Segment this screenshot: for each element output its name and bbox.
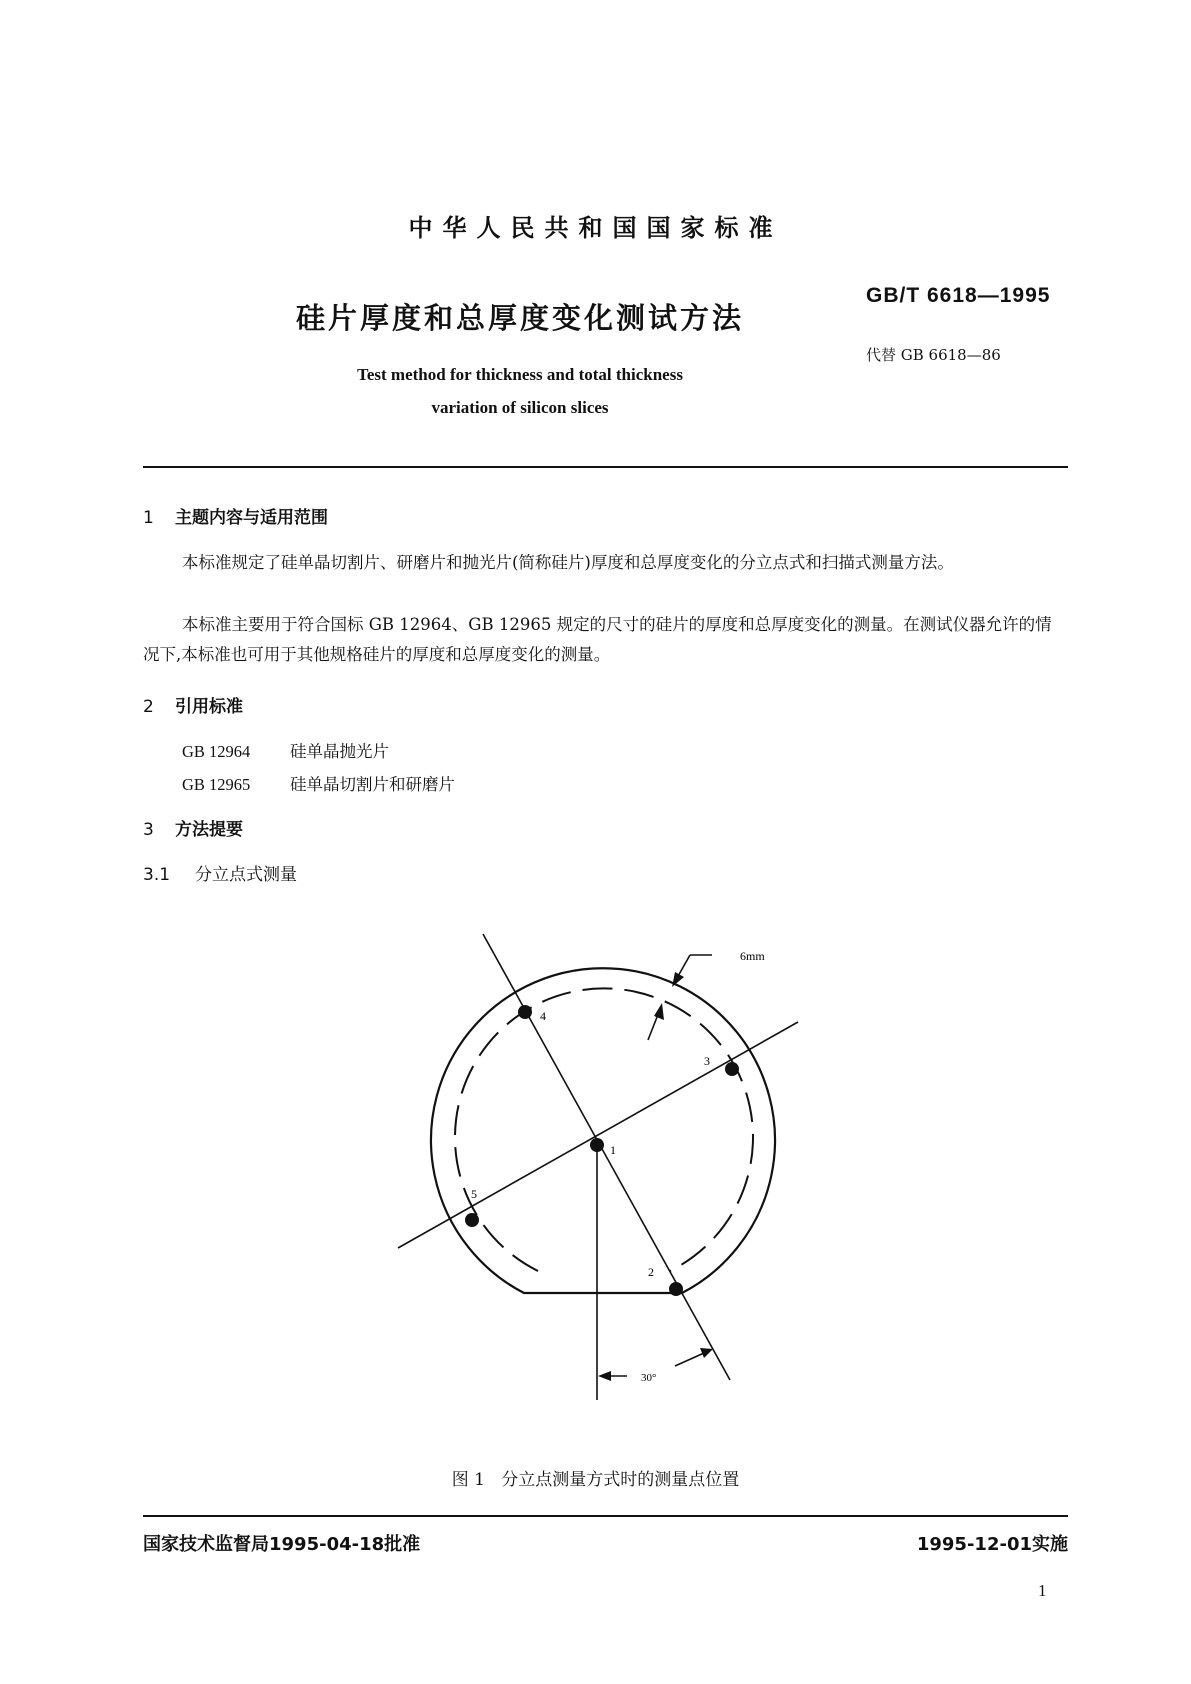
point-label-1: 1 xyxy=(610,1143,616,1157)
subsection-3-1-heading xyxy=(143,860,297,885)
section-2-title: 引用标准 xyxy=(175,697,243,717)
measurement-point-4 xyxy=(518,1005,532,1019)
section-3-number: 3 xyxy=(143,820,154,840)
section-2-number: 2 xyxy=(143,697,154,717)
title-chinese: 硅片厚度和总厚度变化测试方法 xyxy=(295,301,744,335)
standard-number: GB/T 6618—1995 xyxy=(866,284,1051,307)
point-label-4: 4 xyxy=(540,1009,546,1023)
implementation-date: 1995-12-01实施 xyxy=(916,1534,1068,1555)
measurement-point-3 xyxy=(725,1062,739,1076)
approval-date: 国家技术监督局1995-04-18批准 xyxy=(143,1534,421,1555)
section-1-paragraph-2: 本标准主要用于符合国标 GB 12964、GB 12965 规定的尺寸的硅片的厚度和总厚度变化的测量。在测试仪器允许的情况下,本标准也可用于其他规格硅片的厚度和总厚度变化的测量。 xyxy=(143,615,1052,664)
section-2-heading xyxy=(143,692,243,717)
reference-code: GB 12964 xyxy=(182,742,251,761)
subsection-3-1-title: 分立点式测量 xyxy=(195,865,297,885)
point-label-2: 2 xyxy=(648,1265,654,1279)
dimension-label: 6mm xyxy=(740,949,765,963)
national-standard-heading: 中华人民共和国国家标准 xyxy=(408,214,783,242)
header-divider xyxy=(143,466,1068,468)
diameter-line-b xyxy=(398,1022,798,1248)
subsection-3-1-number: 3.1 xyxy=(143,865,171,885)
section-1-paragraph-1: 本标准规定了硅单晶切割片、研磨片和抛光片(简称硅片)厚度和总厚度变化的分立点式和扫描式测量方法。 xyxy=(182,553,954,572)
angle-arrow-icon xyxy=(700,1348,713,1358)
measurement-points-figure xyxy=(380,920,820,1410)
reference-code: GB 12965 xyxy=(182,775,251,794)
reference-name: 硅单晶抛光片 xyxy=(290,742,389,761)
reference-item xyxy=(182,738,389,762)
section-3-heading xyxy=(143,815,243,840)
measurement-point-5 xyxy=(465,1213,479,1227)
page-number: 1 xyxy=(1038,1581,1047,1600)
section-1-heading xyxy=(143,503,328,528)
measurement-point-1 xyxy=(590,1138,604,1152)
diameter-line-a xyxy=(483,934,730,1380)
wafer-outline xyxy=(431,968,775,1293)
edge-exclusion-boundary xyxy=(455,988,753,1271)
reference-item xyxy=(182,771,455,795)
dimension-arrow-icon xyxy=(654,1003,664,1020)
title-english-line1: Test method for thickness and total thickness xyxy=(357,365,683,384)
point-label-3: 3 xyxy=(704,1054,710,1068)
replaces-standard: 代替 GB 6618—86 xyxy=(866,346,1001,364)
angle-leader-line xyxy=(675,1353,704,1366)
angle-arrow-icon xyxy=(598,1371,611,1381)
footer-divider xyxy=(143,1515,1068,1517)
section-1-number: 1 xyxy=(143,508,154,528)
measurement-point-2 xyxy=(669,1282,683,1296)
section-1-title: 主题内容与适用范围 xyxy=(175,508,328,528)
point-label-5: 5 xyxy=(471,1187,477,1201)
section-3-title: 方法提要 xyxy=(175,820,243,840)
reference-name: 硅单晶切割片和研磨片 xyxy=(290,775,455,794)
angle-label: 30° xyxy=(641,1372,657,1384)
title-english-line2: variation of silicon slices xyxy=(431,398,609,417)
figure-caption: 图 1 分立点测量方式时的测量点位置 xyxy=(451,1470,740,1490)
title-english xyxy=(0,358,1040,424)
